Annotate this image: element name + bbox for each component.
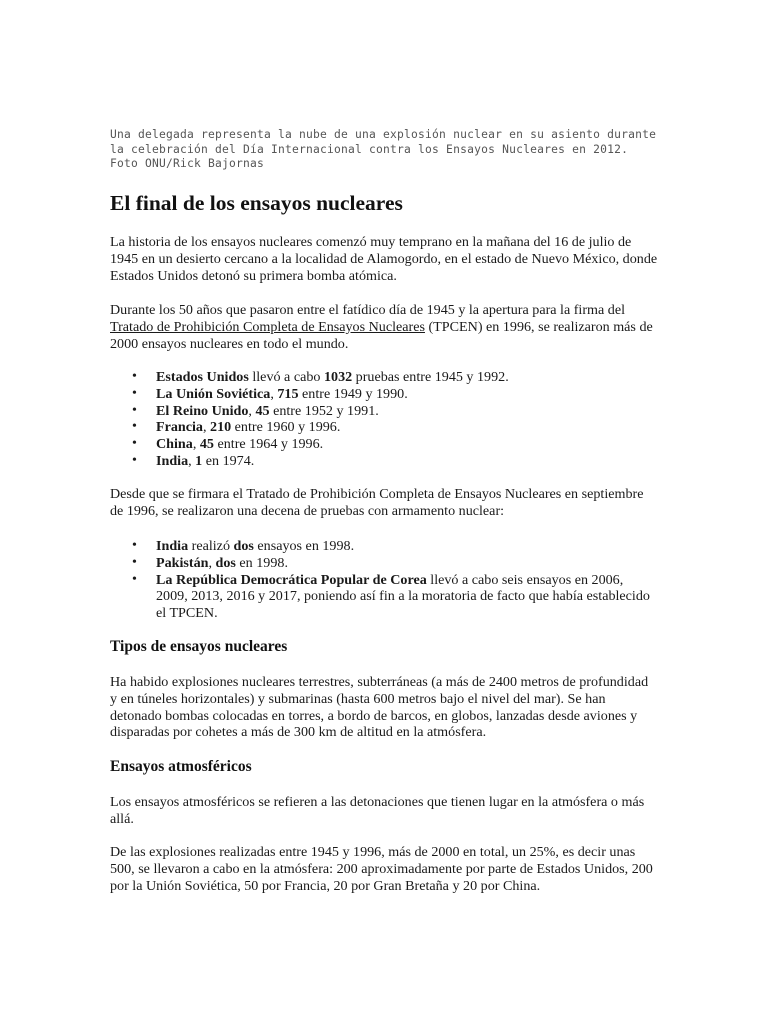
types-paragraph: Ha habido explosiones nucleares terrestres, subterráneas (a más de 2400 metros de profundidad y en túneles horizontales) y submarinas (hasta 600 metros bajo el nivel del mar). Se han detonado bombas colocadas en torres, a bordo de barcos, en globos, lanzadas desde aviones y disparadas por cohetes a más de 300 km de altitud en la atmósfera. [110, 674, 649, 741]
list-item: • El Reino Unido, 45 entre 1952 y 1991. [110, 403, 658, 420]
list-item: • Estados Unidos llevó a cabo 1032 pruebas entre 1945 y 1992. [110, 369, 658, 386]
article-content [110, 128, 658, 894]
list-item: • China, 45 entre 1964 y 1996. [110, 436, 658, 453]
context-text-before: Durante los 50 años que pasaron entre el fatídico día de 1945 y la apertura para la firma del [110, 302, 625, 318]
list-item: • Francia, 210 entre 1960 y 1996. [110, 419, 658, 436]
post-treaty-tests-list [110, 538, 658, 622]
atmospheric-definition-paragraph: Los ensayos atmosféricos se refieren a las detonaciones que tienen lugar en la atmósfera o más allá. [110, 794, 645, 827]
context-paragraph [110, 302, 658, 352]
context-text-after: (TPCEN) en 1996, se realizaron más de 2000 ensayos nucleares en todo el mundo. [110, 318, 653, 352]
list-item: • La Unión Soviética, 715 entre 1949 y 1990. [110, 386, 658, 403]
section-heading-atmospheric: Ensayos atmosféricos [110, 758, 252, 775]
article-title: El final de los ensayos nucleares [110, 191, 403, 215]
post-treaty-paragraph: Desde que se firmara el Tratado de Prohibición Completa de Ensayos Nucleares en septiembre de 1996, se realizaron una decena de pruebas con armamento nuclear: [110, 486, 644, 519]
tests-by-country-list [110, 369, 658, 470]
treaty-link[interactable]: Tratado de Prohibición Completa de Ensayos Nucleares [110, 318, 425, 335]
list-item: • Pakistán, dos en 1998. [110, 555, 658, 572]
list-item: • La República Democrática Popular de Corea llevó a cabo seis ensayos en 2006, 2009, 2013, 2016 y 2017, poniendo así fin a la moratoria de facto que había establecido el TPCEN. [110, 572, 658, 622]
section-heading-types: Tipos de ensayos nucleares [110, 638, 288, 655]
intro-paragraph: La historia de los ensayos nucleares comenzó muy temprano en la mañana del 16 de julio de 1945 en un desierto cercano a la localidad de Alamogordo, en el estado de Nuevo México, donde Estados Unidos detonó su primera bomba atómica. [110, 234, 658, 284]
list-item: • India realizó dos ensayos en 1998. [110, 538, 658, 555]
atmospheric-stats-paragraph: De las explosiones realizadas entre 1945 y 1996, más de 2000 en total, un 25%, es decir unas 500, se llevaron a cabo en la atmósfera: 200 aproximadamente por parte de Estados Unidos, 200 por la Unión Soviética, 50 por Francia, 20 por Gran Bretaña y 20 por China. [110, 844, 653, 894]
photo-caption: Una delegada representa la nube de una explosión nuclear en su asiento durante la celebración del Día Internacional contra los Ensayos Nucleares en 2012. Foto ONU/Rick Bajornas [110, 128, 657, 170]
list-item: • India, 1 en 1974. [110, 453, 658, 470]
